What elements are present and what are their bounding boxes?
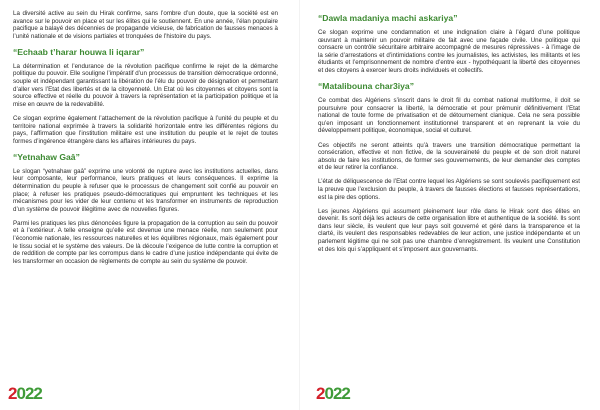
section-heading: “Dawla madaniya machi askariya” [318, 13, 458, 23]
paragraph: Ces objectifs ne seront atteints qu’à travers une transition démocratique permettant la consécration, effective et non fictive, de la souveraineté du peuple et de son droit naturel absolu de faire les institutions, de former ses gouvernements, de leur demander des comptes et de leur retirer la confiance. [318, 141, 580, 172]
logo-digit: 0 [16, 384, 25, 403]
logo-digit: 2 [341, 384, 350, 403]
year-logo-right [316, 385, 350, 402]
paragraph: La détermination et l’endurance de la révolution pacifique confirme le rejet de la démarche politique du pouvoir. Elle souligne l’impératif d’un processus de transition démocratique ordonné, souple et indépendant garantissant la libération de l’élu du pouvoir de désignation et permettant d’aller vers l’Etat des libertés et de la citoyenneté. Un Etat où les citoyennes et citoyens sont la source effective et réelle du pouvoir à travers la représentation et la participation politique et la mise en œuvre de la redevabilité. [13, 62, 278, 108]
paragraph: Ce slogan exprime une condamnation et une indignation claire à l’égard d’une politique œuvrant à maintenir un pouvoir militaire de fait avec une façade civile. Une politique qui consacre un contrôle sécuritaire arbitraire accompagné de mesures répressives - à l’image de la série d’arrestations et d’intimidations contre les journalistes, les activistes, les militants et les étudiants et l’emprisonnement de nombre d’entre eux - hypothéquant la liberté des citoyennes et des citoyens à exercer leurs droits individuels et collectifs. [318, 29, 580, 74]
section-heading: “Matalibouna char3iya” [318, 81, 414, 92]
paragraph: Le slogan “yetnahaw gaâ” exprime une volonté de rupture avec les institutions actuelles, dans leur composante, leur performance, leurs pratiques et leurs conséquences. Il exprime la détermination du peuple à refuser que le processus de changement soit confié au pouvoir en place; à refuser les pratiques pseudo-démocratiques qui empruntent les techniques et les mécanismes pour les vider de leur contenu et les transformer en instruments de reproduction d’un système de pouvoir illégitime avec de nouvelles figures. [13, 167, 278, 213]
paragraph: Ce combat des Algériens s’inscrit dans le droit fil du combat national multiforme, il doit se poursuivre pour consacrer la liberté, la démocratie et pour prémunir définitivement l’Etat national de toute forme de privatisation et de détournement clanique. Cela ne sera possible qu’en imposant un fonctionnement institutionnel transparent et en reprenant la voie du développement politique, économique, social et culturel. [318, 97, 580, 135]
logo-digit: 2 [24, 384, 34, 403]
year-logo-left [8, 385, 42, 402]
logo-digit: 2 [316, 384, 325, 403]
paragraph: L’état de déliquescence de l’Etat contre lequel les Algériens se sont soulevés pacifiquement est la preuve que l’exclusion du peuple, à travers de fausses élections et fausses représentations, est la pire des options. [318, 178, 580, 201]
right-column [318, 10, 580, 260]
right-page [300, 0, 600, 410]
paragraph: La diversité active au sein du Hirak confirme, sans l’ombre d’un doute, que la société est en avance sur le pouvoir en place et sur les élites qui le soutiennent. En une année, l’élan populaire pacifique a balayé des décennies de propagande vicieuse, de fabrication de fausses menaces à l’unité nationale et de visions partiales et tronquées de l’histoire du pays. [13, 10, 278, 40]
logo-digit: 2 [33, 384, 42, 403]
paragraph: Ce slogan exprime également l’attachement de la révolution pacifique à l’unité du peuple et du territoire national exprimée à travers la solidarité horizontale entre les différentes régions du pays, l’affirmation que l’institution militaire est une institution du peuple et le rejet de toutes formes d’ingérence étrangère dans les affaires intérieures du pays. [13, 114, 278, 145]
section-heading: “Echaab t’harar houwa li iqarar” [13, 46, 145, 57]
logo-digit: 2 [8, 384, 17, 403]
paragraph: Les jeunes Algériens qui assument pleinement leur rôle dans le Hirak sont des élites en devenir. Ils sont déjà les acteurs de cette organisation libre et authentique de la société. Ils sont dans leur siècle, ils veulent que leur pays soit gouverné et géré dans la transparence et la clarté, ils veulent des responsables redevables de leur action, une justice indépendante et un parlement légitime qui ne soit pas une chambre d’enregistrement. Ils veulent une Constitution et des lois qui s’appliquent et s’imposent aux gouvernants. [318, 207, 580, 253]
paragraph: Parmi les pratiques les plus dénoncées figure la propagation de la corruption au sein du pouvoir et à l’extérieur. A telle enseigne qu’elle est devenue une menace réelle, non seulement pour l’économie nationale, les ressources naturelles et les équilibres régionaux, mais également pour le tissu social et le système des valeurs. De là découle l’exigence de lutte contre la corruption et de reddition de compte par les corrompus dans le cadre d’une justice indépendante qui évite de les transformer en occasion de règlements de compte au sein du système de pouvoir. [13, 219, 278, 265]
logo-digit: 0 [324, 384, 333, 403]
logo-digit: 2 [332, 384, 342, 403]
left-column [13, 10, 278, 272]
section-heading: “Yetnahaw Gaâ” [13, 151, 80, 162]
